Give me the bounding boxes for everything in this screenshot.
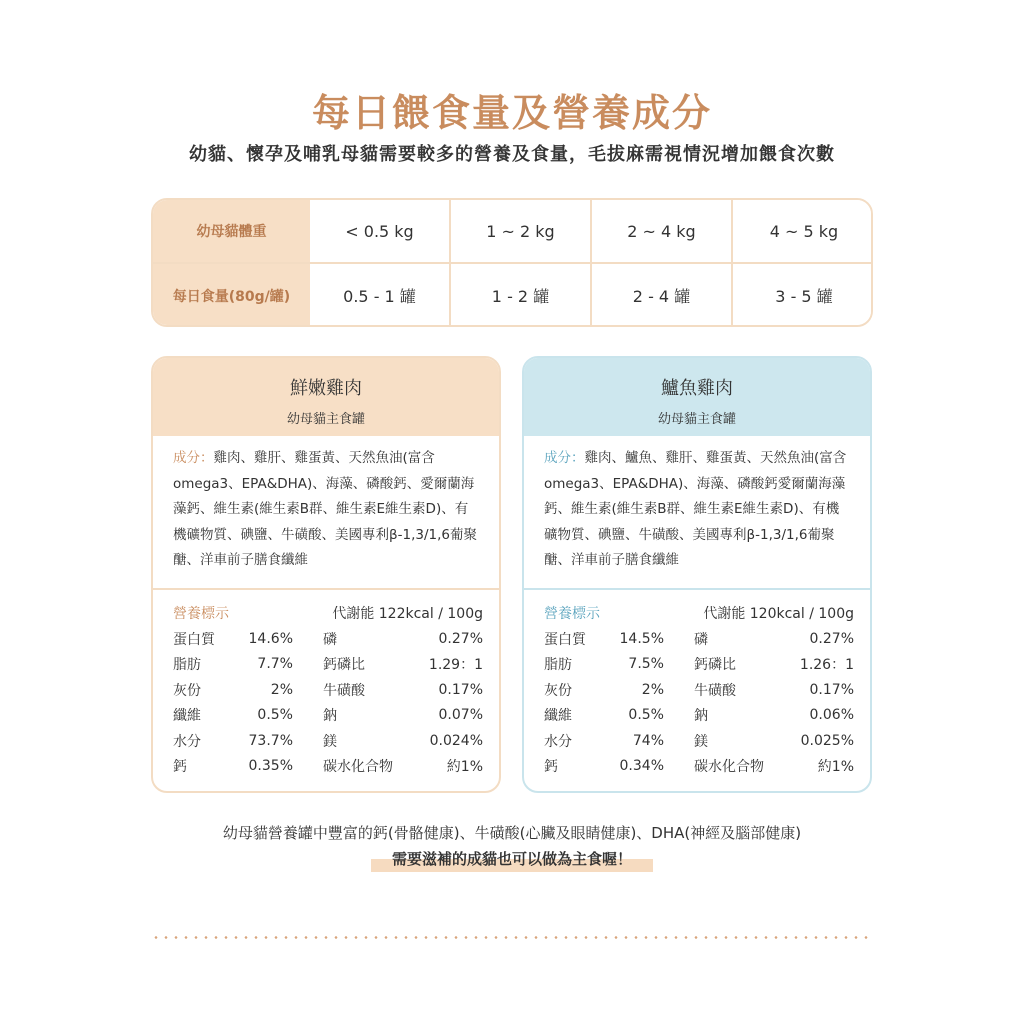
nutrition-panel (153, 590, 499, 779)
nutrient-name: 蛋白質 (173, 631, 215, 648)
card-header (153, 358, 499, 436)
nutrition-label: 營養標示 (544, 606, 600, 622)
nutrient-name: 水分 (173, 733, 201, 750)
footer-highlight: 需要滋補的成貓也可以做為主食喔！ (371, 848, 653, 872)
amount-header: 每日食量(80g/罐) (153, 264, 310, 327)
nutrient-name: 碳水化合物 (694, 759, 764, 776)
product-card-seabass (522, 356, 872, 793)
nutrient-value: 0.07% (438, 707, 483, 724)
product-name: 鱸魚雞肉 (661, 378, 733, 399)
nutrient-value: 1.29：1 (428, 657, 483, 674)
nutrient-value: 0.06% (809, 707, 854, 724)
nutrient-value: 2% (641, 681, 664, 698)
nutrient-name: 牛磺酸 (694, 682, 736, 699)
nutrient-value: 0.35% (248, 758, 293, 775)
nutrient-value: 0.27% (438, 630, 483, 647)
footer-note: 幼母貓營養罐中豐富的鈣(骨骼健康)、牛磺酸(心臟及眼睛健康)、DHA(神經及腦部健康) (222, 824, 802, 842)
dotted-divider (151, 936, 873, 939)
weight-cell: 2 ~ 4 kg (592, 200, 733, 264)
nutrient-row (173, 754, 483, 780)
nutrient-row (173, 626, 483, 652)
product-name: 鮮嫩雞肉 (290, 378, 362, 399)
nutrient-value: 2% (270, 681, 293, 698)
nutrient-name: 鈉 (694, 708, 708, 725)
nutrient-value: 0.5% (628, 707, 664, 724)
nutrition-panel (524, 590, 870, 779)
nutrient-name: 磷 (694, 631, 708, 648)
energy-value: 代謝能 122kcal / 100g (332, 606, 483, 622)
nutrient-value: 1.26：1 (799, 657, 854, 674)
nutrient-row (544, 652, 854, 678)
page-title: 每日餵食量及營養成分 (311, 91, 712, 135)
nutrient-row (544, 754, 854, 780)
nutrient-row (544, 677, 854, 703)
nutrient-value: 約1% (446, 759, 483, 776)
nutrient-name: 鎂 (694, 733, 708, 750)
ingredients-label: 成分： (173, 450, 214, 466)
weight-header: 幼母貓體重 (153, 200, 310, 264)
ingredients-list: 雞肉、雞肝、雞蛋黃、天然魚油(富含omega3、EPA&DHA)、海藻、磷酸鈣、愛爾蘭海藻鈣、維生素(維生素B群、維生素E維生素D)、有機礦物質、碘鹽、牛磺酸、美國專利β-1,3/1,6葡聚醣、洋車前子膳食纖維 (173, 450, 477, 568)
energy-value: 代謝能 120kcal / 100g (703, 606, 854, 622)
nutrient-value: 73.7% (248, 732, 293, 749)
nutrient-value: 0.27% (809, 630, 854, 647)
nutrient-value: 0.17% (809, 681, 854, 698)
nutrition-label: 營養標示 (173, 606, 229, 622)
nutrient-row (544, 626, 854, 652)
page-subtitle: 幼貓、懷孕及哺乳母貓需要較多的營養及食量，毛拔麻需視情況增加餵食次數 (189, 144, 835, 165)
product-subtitle: 幼母貓主食罐 (657, 412, 736, 427)
nutrient-rows (544, 626, 854, 779)
nutrient-name: 牛磺酸 (323, 682, 365, 699)
weight-cell: < 0.5 kg (310, 200, 451, 264)
nutrient-row (173, 728, 483, 754)
nutrient-name: 蛋白質 (544, 631, 586, 648)
amount-cell: 1 - 2 罐 (451, 264, 592, 327)
nutrient-value: 0.024% (429, 732, 483, 749)
product-subtitle: 幼母貓主食罐 (286, 412, 365, 427)
nutrient-value: 0.5% (257, 707, 293, 724)
product-card-chicken (151, 356, 501, 793)
nutrient-name: 脂肪 (173, 657, 201, 674)
nutrient-row (173, 703, 483, 729)
weight-cell: 4 ~ 5 kg (733, 200, 873, 264)
nutrient-name: 鈣 (173, 759, 187, 776)
nutrient-row (544, 728, 854, 754)
nutrient-row (173, 677, 483, 703)
weight-cell: 1 ~ 2 kg (451, 200, 592, 264)
amount-cell: 3 - 5 罐 (733, 264, 873, 327)
nutrient-value: 0.025% (800, 732, 854, 749)
feeding-table (151, 198, 873, 327)
nutrient-name: 磷 (323, 631, 337, 648)
amount-cell: 2 - 4 罐 (592, 264, 733, 327)
nutrient-name: 灰份 (173, 682, 201, 699)
nutrient-value: 7.5% (628, 656, 664, 673)
nutrient-name: 脂肪 (544, 657, 572, 674)
nutrient-name: 灰份 (544, 682, 572, 699)
nutrient-name: 鈉 (323, 708, 337, 725)
nutrient-value: 14.6% (248, 630, 293, 647)
nutrient-value: 0.17% (438, 681, 483, 698)
ingredients-text (153, 436, 499, 588)
nutrient-name: 鈣磷比 (323, 657, 365, 674)
nutrient-value: 約1% (817, 759, 854, 776)
nutrient-name: 鈣磷比 (694, 657, 736, 674)
nutrient-value: 14.5% (619, 630, 664, 647)
nutrient-name: 水分 (544, 733, 572, 750)
nutrient-name: 纖維 (544, 708, 572, 725)
nutrient-value: 74% (632, 732, 664, 749)
nutrient-rows (173, 626, 483, 779)
nutrient-row (544, 703, 854, 729)
nutrient-name: 鎂 (323, 733, 337, 750)
nutrient-value: 7.7% (257, 656, 293, 673)
ingredients-list: 雞肉、鱸魚、雞肝、雞蛋黃、天然魚油(富含omega3、EPA&DHA)、海藻、磷酸鈣愛爾蘭海藻鈣、維生素(維生素B群、維生素E維生素D)、有機礦物質、碘鹽、牛磺酸、美國專利β-1,3/1,6葡聚醣、洋車前子膳食纖維 (544, 450, 847, 568)
ingredients-text (524, 436, 870, 588)
nutrient-row (173, 652, 483, 678)
nutrient-name: 纖維 (173, 708, 201, 725)
amount-cell: 0.5 - 1 罐 (310, 264, 451, 327)
card-header (524, 358, 870, 436)
nutrient-name: 碳水化合物 (323, 759, 393, 776)
nutrient-value: 0.34% (619, 758, 664, 775)
nutrient-name: 鈣 (544, 759, 558, 776)
ingredients-label: 成分： (544, 450, 585, 466)
